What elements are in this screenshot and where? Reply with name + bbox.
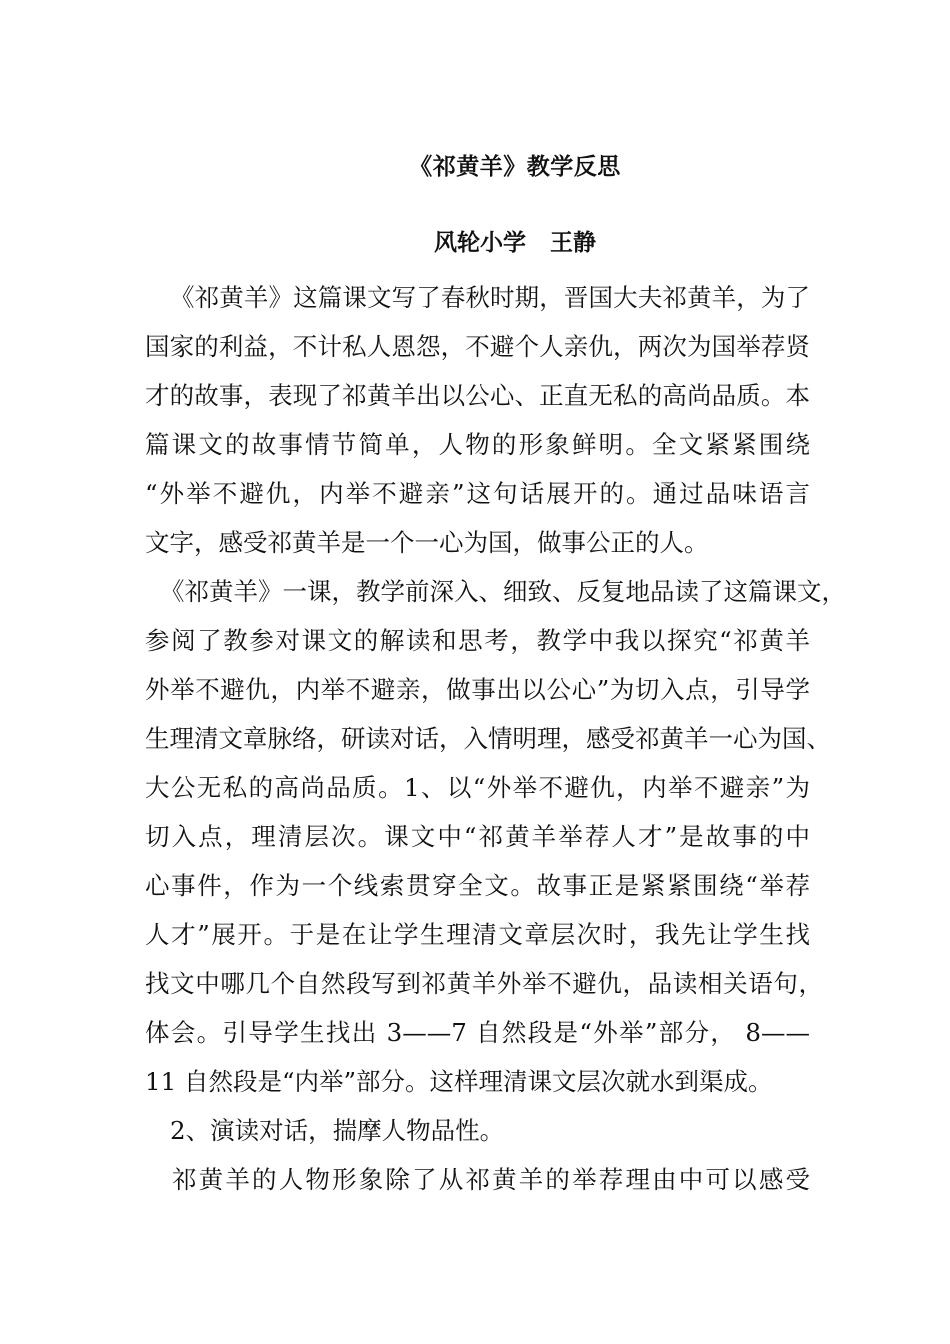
- paragraph-line: 外举不避仇，内举不避亲，做事出以公心”为切入点，引导学: [145, 675, 810, 704]
- paragraph-line: 才的故事，表现了祁黄羊出以公心、正直无私的高尚品质。本: [145, 381, 810, 410]
- paragraph-line: 《祁黄羊》这篇课文写了春秋时期，晋国大夫祁黄羊，为了: [170, 283, 810, 312]
- paragraph-line: 篇课文的故事情节简单，人物的形象鲜明。全文紧紧围绕: [145, 430, 810, 459]
- paragraph-line: 国家的利益，不计私人恩怨，不避个人亲仇，两次为国举荐贤: [145, 332, 810, 361]
- paragraph-line: 体会。引导学生找出 3——7 自然段是“外举”部分， 8——: [145, 1018, 810, 1047]
- paragraph-line: 切入点，理清层次。课文中“祁黄羊举荐人才”是故事的中: [145, 822, 810, 851]
- document-title: 《祁黄羊》教学反思: [409, 153, 621, 180]
- paragraph-line: 参阅了教参对课文的解读和思考，教学中我以探究“祁黄羊: [145, 626, 810, 655]
- author-line: 风轮小学 王静: [433, 229, 597, 256]
- paragraph-line: 生理清文章脉络，研读对话，入情明理，感受祁黄羊一心为国、: [145, 724, 831, 753]
- paragraph-line: 人才”展开。于是在让学生理清文章层次时，我先让学生找: [145, 920, 810, 949]
- paragraph-line: 11 自然段是“内举”部分。这样理清课文层次就水到渠成。: [145, 1067, 773, 1096]
- paragraph-line: 大公无私的高尚品质。1、以“外举不避仇，内举不避亲”为: [145, 773, 810, 802]
- paragraph-line: 心事件，作为一个线索贯穿全文。故事正是紧紧围绕“举荐: [145, 871, 810, 900]
- paragraph-line: 祁黄羊的人物形象除了从祁黄羊的举荐理由中可以感受: [172, 1165, 810, 1194]
- paragraph-line: 文字，感受祁黄羊是一个一心为国，做事公正的人。: [145, 528, 709, 557]
- paragraph-line: 找文中哪几个自然段写到祁黄羊外举不避仇，品读相关语句，: [145, 969, 823, 998]
- paragraph-line: 《祁黄羊》一课，教学前深入、细致、反复地品读了这篇课文，: [160, 577, 846, 606]
- section-heading-line: 2、演读对话，揣摩人物品性。: [170, 1116, 505, 1145]
- paragraph-line: “外举不避仇，内举不避亲”这句话展开的。通过品味语言: [145, 479, 810, 508]
